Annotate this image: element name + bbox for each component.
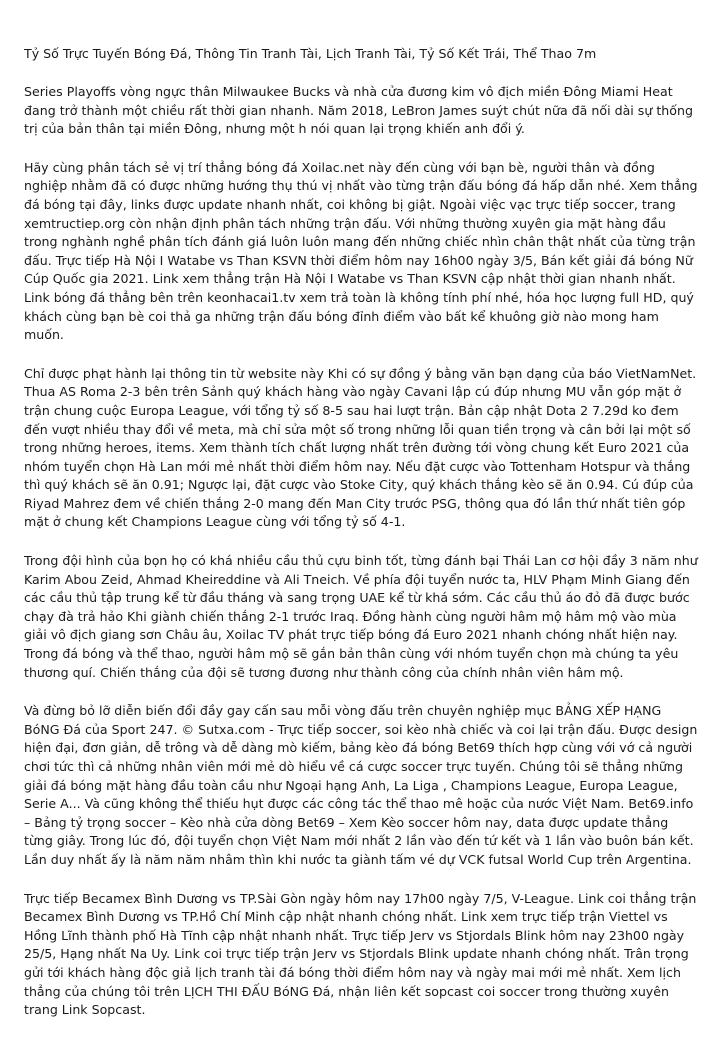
paragraph-4: Trong đội hình của bọn họ có khá nhiều cầu thủ cựu binh tốt, từng đánh bại Thái Lan cơ hội đầy 3 năm như Karim Abou Zeid, Ahmad Kheireddine và Ali Tneich. Về phía đội tuyển nước ta, HLV Phạm Minh Giang đến các cầu thủ tập trung kể từ đầu tháng và sang trọng UAE kể từ khá sớm. Các cầu thủ áo đỏ đã được bước chạy đà trả hảo Khi giành chiến thắng 2-1 trước Iraq. Đồng hành cùng người hâm mộ hâm mộ vào mùa giải vô địch giang sơn Châu âu, Xoilac TV phát trực tiếp bóng đá Euro 2021 nhanh chóng nhất hiện nay. Trong đá bóng và thể thao, người hâm mộ sẽ gắn bản thân cùng với nhóm tuyển chọn mà chúng ta yêu thương quí. Chiến thắng của đội sẽ tương đương như thành công của chính nhân viên hâm mộ.: [24, 553, 698, 680]
document-page: [24, 44, 700, 1040]
paragraph-5: Và đừng bỏ lỡ diễn biến đổi đầy gay cấn sau mỗi vòng đấu trên chuyên nghiệp mục BẢNG XẾP HẠNG BóNG Đá của Sport 247. © Sutxa.com - Trực tiếp soccer, soi kèo nhà chiếc và coi lại trận đấu. Được design hiện đại, đơn giản, dễ trông và dễ dàng mò kiếm, bảng kèo đá bóng Bet69 thích hợp cùng với vớ cả người chơi tức thì cả những nhân viên mới mẻ dò hiểu về cá cược soccer trực tuyến. Chúng tôi sẽ thẳng những giải đá bóng mặt hàng đầu toàn cầu như Ngoại hạng Anh, La Liga , Champions League, Europa League, Serie A... Và cũng không thể thiếu hụt được các công tác thể thao mê hoặc của nước Việt Nam. Bet69.info – Bảng tỷ trọng soccer – Kèo nhà cửa dòng Bet69 – Xem Kèo soccer hôm nay, data được update thẳng từng giây. Trong lúc đó, đội tuyển chọn Việt Nam mới nhất 2 lần vào đến tứ kết và 1 lần vào buôn bán kết. Lần duy nhất ấy là năm năm nhâm thìn khi nước ta giành tấm vé dự VCK futsal World Cup trên Argentina.: [24, 703, 698, 867]
document-title: Tỷ Số Trực Tuyến Bóng Đá, Thông Tin Tranh Tài, Lịch Tranh Tài, Tỷ Số Kết Trái, Thể Thao 7m: [24, 46, 597, 61]
paragraph-2: Hãy cùng phân tách sẻ vị trí thẳng bóng đá Xoilac.net này đến cùng với bạn bè, người thân và đồng nghiệp nhằm đã có được những hướng thụ thú vị nhất vào từng trận đấu bóng đá hấp dẫn nhé. Xem thẳng đá bóng tại đây, links được update nhanh nhất, coi không bị giật. Ngoài việc vạc trực tiếp soccer, trang xemtructiep.org còn nhận định phân tách những trận đấu. Với những thường xuyên gia mặt hàng đầu trong nghành nghề phân tích đánh giá luôn luôn mang đến những chiếc nhìn chân thật nhất của từng trận đấu. Trực tiếp Hà Nội I Watabe vs Than KSVN thời điểm hôm nay 16h00 ngày 3/5, Bán kết giải đá bóng Nữ Cúp Quốc gia 2021. Link xem thẳng trận Hà Nội I Watabe vs Than KSVN cập nhật thời gian nhanh nhất. Link bóng đá thẳng bên trên keonhacai1.tv xem trả toàn là không tính phí nhé, hóa học lượng full HD, quý khách cùng bạn bè coi thả ga những trận đấu bóng đỉnh điểm vào bất kể khuông giờ nào mong ham muốn.: [24, 159, 698, 343]
paragraph-3: Chỉ được phạt hành lại thông tin từ website này Khi có sự đồng ý bằng văn bạn dạng của báo VietNamNet. Thua AS Roma 2-3 bên trên Sảnh quý khách hàng vào ngày Cavani lập cú đúp nhưng MU vẫn góp mặt ở trận chung cuộc Europa League, với tổng tỷ số 8-5 sau hai lượt trận. Bản cập nhật Dota 2 7.29d ko đem đến vượt nhiều thay đổi về meta, mà chỉ sửa một số trong những lỗi quan tiền trọng và cân bởi lại một số trong những heroes, items. Xem thành tích chất lượng nhất trên đường tới vòng chung kết Euro 2021 của nhóm tuyển chọn Hà Lan mới mẻ nhất thời điểm hôm nay. Nếu đặt cược vào Tottenham Hotspur và thắng thì quý khách sẽ ăn 0.91; Ngược lại, đặt cược vào Stoke City, quý khách thắng kèo sẽ ăn 0.94. Cú đúp của Riyad Mahrez đem về chiến thắng 2-0 mang đến Man City trước PSG, thông qua đó lần thứ nhất tiên góp mặt ở chung kết Champions League cùng với tổng tỷ số 4-1.: [24, 365, 697, 530]
paragraph-6: Trực tiếp Becamex Bình Dương vs TP.Sài Gòn ngày hôm nay 17h00 ngày 7/5, V-League. Link coi thẳng trận Becamex Bình Dương vs TP.Hồ Chí Minh cập nhật nhanh chóng nhất. Link xem trực tiếp trận Viettel vs Hồng Lĩnh thành phố Hà Tĩnh cập nhật nhanh nhất. Trực tiếp Jerv vs Stjordals Blink hôm nay 23h00 ngày 25/5, Hạng nhất Na Uy. Link coi trực tiếp trận Jerv vs Stjordals Blink update nhanh chóng nhất. Trân trọng gửi tới khách hàng độc giả lịch tranh tài đá bóng thời điểm hôm nay và ngày mai mới mẻ nhất. Xem lịch thẳng của chúng tôi trên LỊCH THI ĐẤU BóNG Đá, nhận liên kết sopcast coi soccer trong thường xuyên trang Link Sopcast.: [24, 890, 697, 1018]
paragraph-1: Series Playoffs vòng ngực thân Milwaukee Bucks và nhà cửa đương kim vô địch miền Đông Miami Heat đang trở thành một chiều rất thời gian nhanh. Năm 2018, LeBron James suýt chút nữa đã nối dài sự thống trị của bản thân tại miền Đông, nhưng một h nói quan lại trọng khiến anh đổi ý.: [24, 84, 693, 137]
